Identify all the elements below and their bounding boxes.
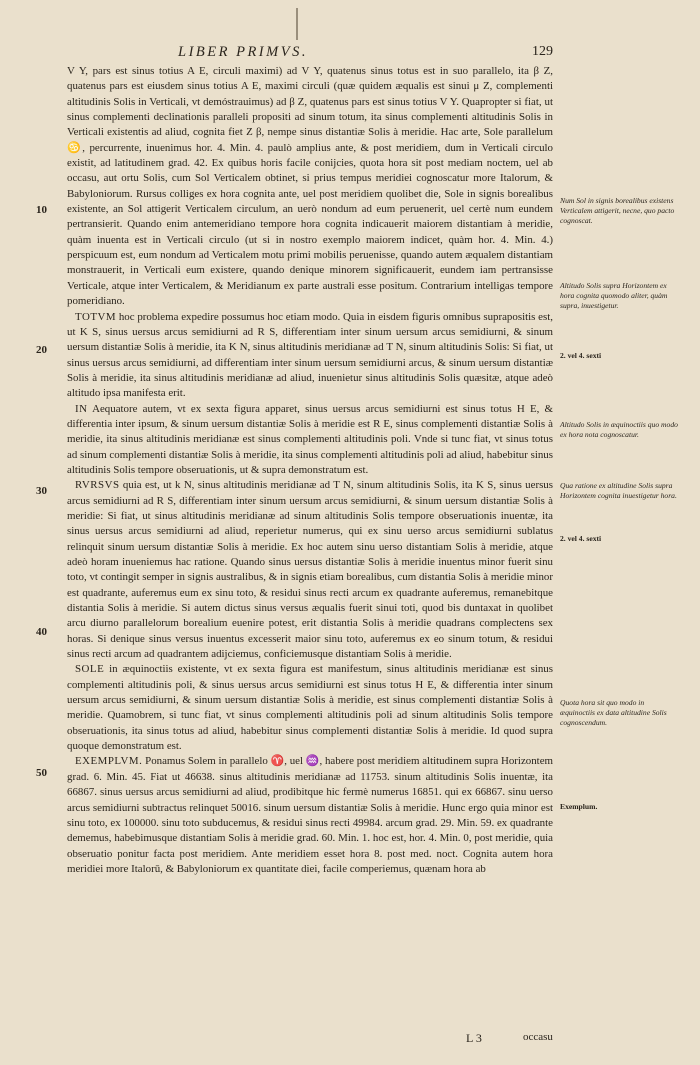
paragraph (67, 310, 553, 402)
paragraph-text: quia est, ut k N, sinus altitudinis meridianæ ad T N, sinum altitudinis Solis, ita K S, sinus uersus arcus semidiurni ad R S, differentiam inter sinum uersum arcus semidiurni, & sinum uersum distantiæ Solis à meridie: Si fiat, ut sinus altitudinis meridianæ ad sinum altitudinis Solis tempore obseruationis inuentæ, ita sinus uersus arcus semidiurni ad aliud, reperietur numerus, qui ex sinu uerso arcus semidiurni sublatus relinquit sinum uersum distantiæ Solis à meridie. Ex hoc autem sinu uerso distantiam Solis à meridie, atque adeò horam inueniemus hac ratione. Quando sinus uersus distantiæ Solis à meridie inuentus minor fuerit sinu toto, vt contingit semper in signis australibus, & in signis etiam borealibus, cum distantia Solis à meridie minor est quadrante, auferemus eum ex sinu toto, & residui sinus recti arcum ex quadrante auferemus, remanebitque distantia Solis à meridie. Si autem dictus sinus versus æqualis fuerit sinui toti, quod bis duntaxat in quolibet arcu diurno parallelorum borealium euenire potest, erit distantia Solis à meridie quadrans complectens sex horas. Si denique sinus versus inuentus excesserit maior sinu toto, auferemus ex eo sinum totum, & residui sinus recti arcum ad quadrantem adijciemus, conficiemusque distantiam Solis à meridie. (67, 479, 553, 661)
catchword: occasu (523, 1031, 553, 1043)
line-number: 40 (36, 626, 47, 638)
margin-note: Altitudo Solis supra Horizontem ex hora cognita quomodo aliter, quàm supra, inuestigetur. (560, 281, 668, 310)
page-header (0, 44, 700, 64)
paragraph-text: Aequatore autem, vt ex sexta figura apparet, sinus uersus arcus semidiurni est sinus totus H E, & differentia inter ipsum, & sinum uersum distantiæ Solis à meridie est R E, sinus complementi distantiæ Solis à meridie, ita sinus altitudinis meridianæ est sinus complementi altitudinis poli. Vnde si tunc fiat, vt sinus totus ad sinum complementi distantiæ Solis à meridie, ita sinus complementi altitudinis poli ad aliud, habebitur sinus altitudinis Solis tempore obseruationis, ut & supra demonstratum est. (67, 402, 554, 476)
paragraph (67, 662, 553, 754)
paragraph (67, 402, 553, 479)
page-number: 129 (532, 44, 553, 59)
paragraph-lead: EXEMPLVM. (75, 755, 143, 768)
margin-note: Altitudo Solis in æquinoctiis quo modo ex hora nota cognoscatur. (560, 420, 678, 439)
paragraph (67, 478, 553, 662)
paragraph-lead: IN (75, 402, 88, 415)
paragraph (67, 754, 553, 877)
paragraph-lead: TOTVM (75, 310, 117, 323)
paragraph-text: hoc problema expedire possumus hoc etiam modo. Quia in eisdem figuris omnibus suprapositis est, ut K S, sinus uersus arcus semidiurni ad R S, differentiam inter sinum uersum arcus semidiurni, & sinum uersum distantiæ Solis à meridie, ita K N, sinus altitudinis meridianæ ad T N, sinum altitudinis Solis: Si fiat, ut sinus uersus arcus semidiurni, ad differentiam inter sinum uersum semidiurni arcus, & sinum uersum distantiæ Solis à meridie, ita sinus altitudinis meridianæ ad aliud, inuenietur sinus altitudinis Solis quæsitæ, atque adeò altitudo ipsa manifesta erit. (67, 310, 553, 400)
margin-note: Qua ratione ex altitudine Solis supra Horizontem cognita inuestigetur hora. (560, 481, 677, 500)
line-number: 50 (36, 767, 47, 779)
line-number: 30 (36, 485, 47, 497)
paragraph-lead: SOLE (75, 663, 105, 676)
main-text (67, 64, 553, 877)
running-head: LIBER PRIMVS. (178, 44, 308, 60)
paragraph-text: in æquinoctiis existente, vt ex sexta figura est manifestum, sinus altitudinis meridianæ est sinus complementi altitudinis poli, & sinus uersus arcus semidiurni est sinus totus H E, & differentia inter sinum uersum arcus semidiurni, & sinum uersum distantiæ Solis à meridie, est sinus complementi distantiæ Solis à meridie. Quamobrem, si tunc fiat, vt sinus complementi altitudinis poli ad sinum altitudinis Solis tempore obseruationis, ita sinus totus ad aliud, habebitur sinus complementi distantiæ Solis à meridie. Id quod supra quoque demonstratum est. (67, 663, 553, 753)
line-number: 10 (36, 204, 47, 216)
margin-note: Num Sol in signis borealibus existens Verticalem attigerit, necne, quo pacto cognoscat. (560, 196, 675, 225)
margin-note: Exemplum. (560, 802, 598, 811)
paragraph: V Y, pars est sinus totius A E, circuli maximi) ad V Y, quatenus sinus totus est in suo parallelo, ita β Z, quatenus pars est eiusdem sinus totius A E, maximi circuli (quæ quidem æqualis est sinui μ Z, complementi altitudinis Solis in Verticali, vt demóstrauimus) ad β Z, quatenus pars est sinus totius V Y. Quapropter si fiat, ut sinus complementi declinationis paralleli propositi ad sinum totum, ita sinus complementi altitudinis Solis in Verticali existentis ad aliud, cognita fiet Z β, nempe sinus distantiæ Solis à meridie. Hac arte, Sole parallelum ♋, percurrente, inuenimus hor. 4. Min. 4. paulò amplius ante, & post meridiem, dum in Verticali circulo existit, ad latitudinem grad. 42. Ex quibus horis facile conijcies, quota hora sit post mediam noctem, uel ab occasu, aut ortu Solis, cum Sol Verticalem obtinet, si prius tempus meridiei cognoscatur more Italorum, & Babyloniorum. Rursus colliges ex hora cognita ante, uel post meridiem quolibet die, Sole in signis borealibus existente, an Sol attigerit Verticalem circulum, an uerò nondum ad eum peruenerit, uel certè num eundem pertransierit. Quando enim antemeridiano tempore hora cognita indicauerit maiorem distantiam à meridie, quàm inuenta est in Verticali circulo (ut si in nostro exemplo maiorem indicet, quàm hor. 4. Min. 4.) perspicuum est, eum nondum ad Verticalem motu primi mobilis peruenisse, quando autem æqualem distantiam monstrauerit, in Verticali eum existere, quando denique minorem significauerit, eundem iam pertransisse Verticale, atque inter Verticalem, & Meridianum ex parte australi esse positum. Contrarium intelligas tempore pomeridiano. (67, 65, 553, 308)
line-number: 20 (36, 344, 47, 356)
paragraph-lead: RVRSVS (75, 479, 120, 492)
margin-note: 2. vel 4. sexti (560, 534, 602, 543)
paragraph-text: Ponamus Solem in parallelo ♈, uel ♒, habere post meridiem altitudinem supra Horizontem grad. 6. Min. 45. Fiat ut 46638. sinus altitudinis meridianæ ad 11753. sinum altitudinis Solis inuentæ, ita 66867. sinus uersus arcus semidiurni ad aliud, prodibitque hic fermè numerus 16851. qui ex 66867. sinu uerso arcus semidiurni subtractus relinquet 50016. sinum uersum distantiæ Solis à meridie. Hunc ergo quia minor est sinu toto, ex 100000. sinu toto subducemus, & residui sinus recti 49984. arcum grad. 29. Min. 59. ex quadrante dememus, habebimusque distantiam Solis à meridie grad. 60. Min. 1. hoc est, hor. 4. Min. 0, post meridie, quia obseruatio ponitur facta post meridiem. Ante meridiem esset hora 8. post med. noct. Cognita autem hora meridiei more Italorū, & Babyloniorum ex quantitate diei, facile comperiemus, quænam hora ab (67, 755, 553, 875)
signature-mark: L 3 (466, 1031, 482, 1045)
margin-note: 2. vel 4. sexti (560, 351, 602, 360)
gutter-mark (296, 8, 298, 40)
margin-note: Quota hora sit quo modo in æquinoctiis ex data altitudine Solis cognoscendum. (560, 698, 667, 727)
